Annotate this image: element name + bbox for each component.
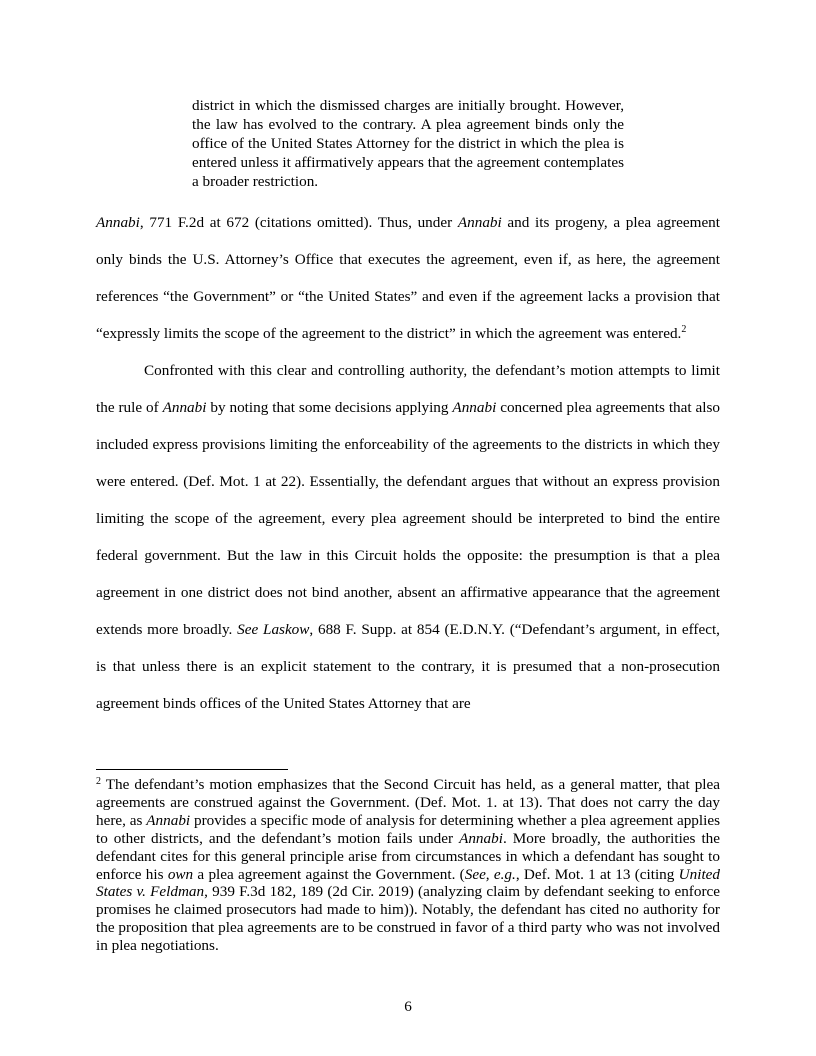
text-segment: The defendant’s motion emphasizes that the Second Circuit has held, as a general matter, that plea agreements are construed against the Government. (Def. Mot. 1. at 13). That does not carry the day here, as xyxy=(96,776,720,829)
text-segment: , 939 F.3d 182, 189 (2d Cir. 2019) (analyzing claim by defendant seeking to enforce promises he claimed prosecutors had made to him)). Notably, the defendant has cited no authority for the proposition that plea agreements are to be construed in favor of a third party who was not involved in plea negotiations. xyxy=(96,883,720,955)
case-citation-annabi: Annabi xyxy=(96,214,140,231)
footnote-number: 2 xyxy=(96,776,101,787)
citation-see-laskow: See Laskow xyxy=(237,621,310,638)
text-segment: and its progeny, a plea agreement only binds the U.S. Attorney’s Office that executes the agreement, even if, as here, the agreement references “the Government” or “the United States” and even if the agreement lacks a provision that “expressly limits the scope of the agreement to the district” in which the agreement was entered. xyxy=(96,214,720,342)
text-segment: concerned plea agreements that also included express provisions limiting the enforceability of the agreements to the districts in which they were entered. (Def. Mot. 1 at 22). Essentially, the defendant argues that without an express provision limiting the scope of the agreement, every plea agreement should be interpreted to bind the entire federal government. But the law in this Circuit holds the opposite: the presumption is that a plea agreement in one district does not bind another, absent an affirmative appearance that the agreement extends more broadly. xyxy=(96,399,720,638)
paragraph-2 xyxy=(96,352,720,722)
main-body xyxy=(96,204,720,722)
case-citation-annabi: Annabi xyxy=(457,214,502,231)
text-segment: , 688 F. Supp. at 854 (E.D.N.Y. (“Defendant’s argument, in effect, is that unless there is an explicit statement to the contrary, it is presumed that a non-prosecution agreement binds offices of the United States Attorney that are xyxy=(96,621,720,712)
case-citation-annabi: Annabi xyxy=(162,399,207,416)
case-citation-annabi: Annabi xyxy=(459,829,503,847)
paragraph-1 xyxy=(96,204,720,352)
text-segment: . More broadly, the authorities the defendant cites for this general principle arise from circumstances in which a defendant has sought to enforce his xyxy=(96,829,720,883)
footnote-reference: 2 xyxy=(681,324,687,335)
text-segment: , Def. Mot. 1 at 13 (citing xyxy=(515,865,679,883)
block-quote: district in which the dismissed charges are initially brought. However, the law has evolved to the contrary. A plea agreement binds only the office of the United States Attorney for the district in which the plea is entered unless it affirmatively appears that the agreement contemplates a broader restriction. xyxy=(192,97,624,190)
emphasis-own: own xyxy=(167,865,194,883)
case-citation-annabi: Annabi xyxy=(146,811,191,829)
text-segment: , 771 F.2d at 672 (citations omitted). Thus, under xyxy=(139,214,458,231)
page-number: 6 xyxy=(404,998,412,1015)
text-segment: Confronted with this clear and controlling authority, the defendant’s motion attempts to limit the rule of xyxy=(96,362,720,416)
text-segment: provides a specific mode of analysis for determining whether a plea agreement applies to other districts, and the defendant’s motion fails under xyxy=(96,811,720,847)
case-citation-annabi: Annabi xyxy=(452,399,497,416)
footnote-2 xyxy=(96,776,720,955)
text-segment: by noting that some decisions applying xyxy=(206,399,453,416)
case-citation-feldman: United States v. Feldman xyxy=(96,865,720,901)
footnote-separator xyxy=(96,769,288,770)
signal-see-eg: See, e.g. xyxy=(464,865,516,883)
text-segment: a plea agreement against the Government. ( xyxy=(193,865,465,883)
